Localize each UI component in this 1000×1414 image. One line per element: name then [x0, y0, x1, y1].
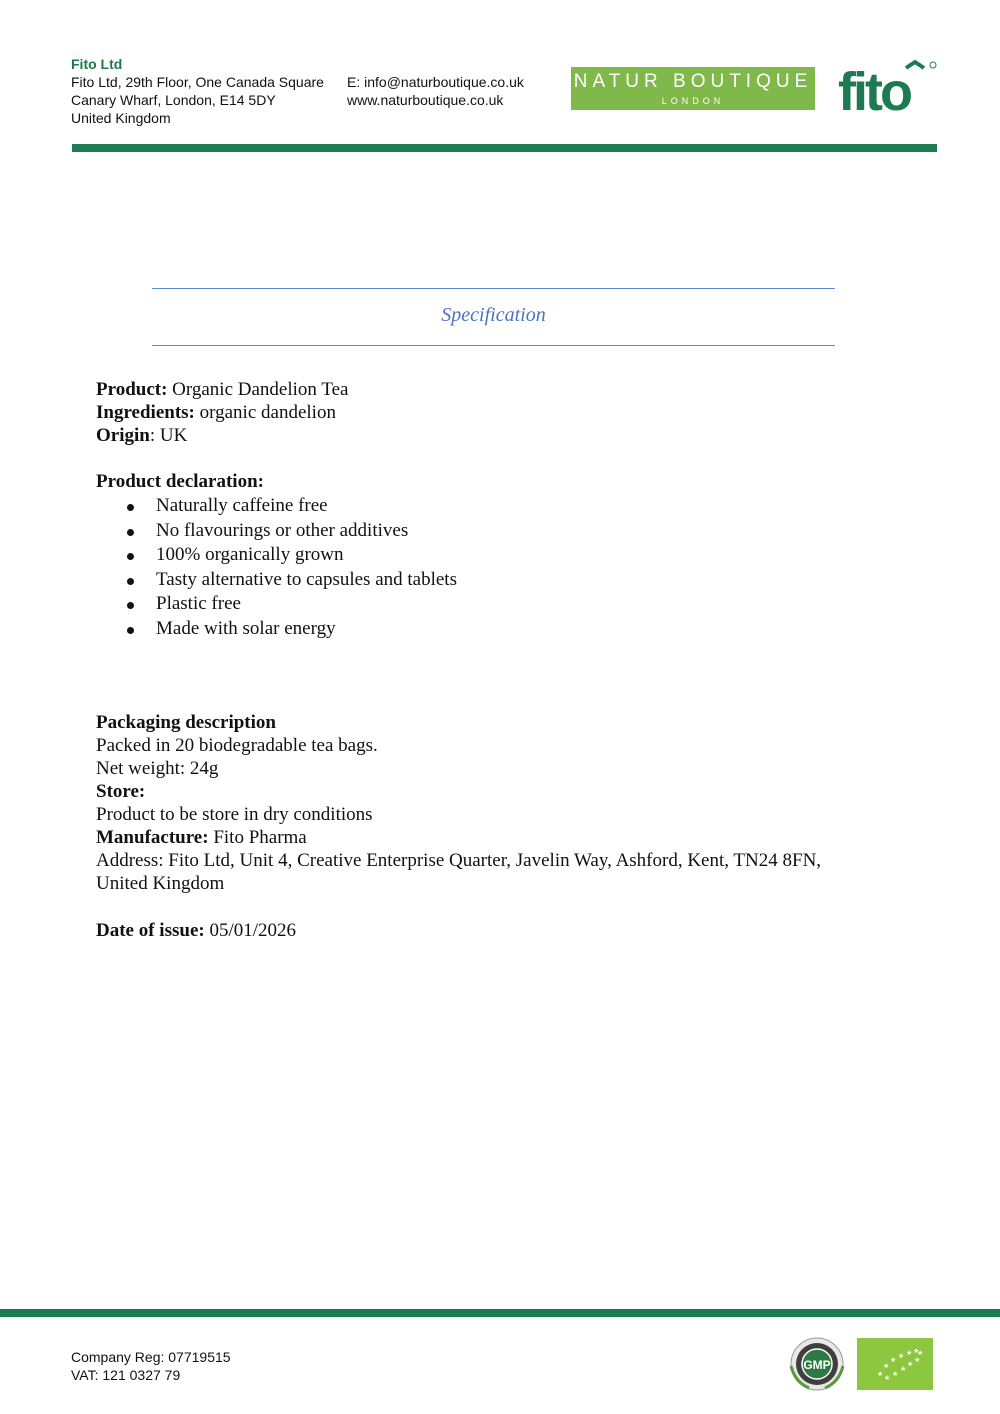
list-item [96, 543, 457, 568]
ingredients-value: organic dandelion [199, 402, 336, 423]
address-line: United Kingdom [71, 110, 171, 126]
list-item-text: Made with solar energy [156, 617, 336, 639]
store-value: Product to be store in dry conditions [96, 804, 373, 825]
svg-text:★: ★ [883, 1362, 890, 1370]
spec-title-top-rule [152, 288, 835, 289]
gmp-badge-icon [785, 1336, 849, 1392]
svg-text:★: ★ [907, 1360, 914, 1368]
spec-title: Specification [441, 304, 546, 326]
natur-boutique-logo [571, 67, 815, 110]
store-label: Store: [96, 781, 146, 802]
bullet-icon [127, 627, 134, 634]
packaging-line: Packed in 20 biodegradable tea bags. [96, 735, 378, 756]
header-divider [72, 144, 937, 152]
manufacturer-address-line: United Kingdom [96, 873, 225, 894]
company-reg: Company Reg: 07719515 [71, 1349, 231, 1365]
product-value: Organic Dandelion Tea [172, 379, 349, 400]
list-item [96, 519, 457, 544]
address-line: Fito Ltd, 29th Floor, One Canada Square [71, 74, 324, 90]
list-item-text: Tasty alternative to capsules and tablets [156, 568, 457, 590]
manufacture-value: Fito Pharma [213, 827, 307, 848]
eu-organic-logo-icon [857, 1338, 933, 1390]
bullet-icon [127, 578, 134, 585]
list-item [96, 592, 457, 617]
product-line [96, 378, 348, 401]
svg-text:★: ★ [898, 1352, 905, 1360]
issue-date-line [96, 919, 296, 942]
packaging-heading: Packaging description [96, 712, 276, 733]
svg-text:★: ★ [890, 1356, 897, 1364]
footer-divider [0, 1309, 1000, 1317]
company-name: Fito Ltd [71, 56, 123, 72]
email-link[interactable]: E: info@naturboutique.co.uk [347, 74, 524, 90]
svg-text:★: ★ [913, 1347, 920, 1355]
address-line: Canary Wharf, London, E14 5DY [71, 92, 276, 108]
manufacture-line [96, 826, 821, 849]
ingredients-line [96, 401, 348, 424]
gmp-badge-text: GMP [803, 1358, 831, 1372]
contact-block [347, 73, 524, 109]
svg-text:★: ★ [884, 1374, 891, 1382]
svg-text:★: ★ [892, 1370, 899, 1378]
ingredients-label: Ingredients: [96, 402, 195, 423]
spec-title-bottom-rule [152, 345, 835, 346]
svg-text:★: ★ [917, 1349, 924, 1357]
footer-registration [71, 1348, 231, 1384]
declaration-heading-text: Product declaration: [96, 471, 264, 492]
list-item-text: No flavourings or other additives [156, 519, 409, 541]
natur-boutique-logo-subtitle: LONDON [661, 96, 725, 106]
net-weight-line: Net weight: 24g [96, 758, 219, 779]
manufacturer-address-line: Address: Fito Ltd, Unit 4, Creative Enterprise Quarter, Javelin Way, Ashford, Kent, TN24 8FN, [96, 850, 822, 871]
svg-text:★: ★ [914, 1356, 921, 1364]
declaration-heading [96, 470, 264, 493]
origin-line [96, 424, 348, 447]
registered-mark-icon [930, 62, 936, 68]
list-item-text: Plastic free [156, 593, 241, 615]
fito-logo [838, 58, 938, 114]
list-item [96, 568, 457, 593]
company-address-block [71, 55, 324, 127]
website-link[interactable]: www.naturboutique.co.uk [347, 92, 504, 108]
product-info [96, 378, 348, 447]
product-label: Product: [96, 379, 168, 400]
issue-date-value: 05/01/2026 [209, 920, 297, 941]
fito-logo-text: fito [838, 62, 910, 114]
list-item [96, 617, 457, 642]
list-item [96, 494, 457, 519]
list-item-text: 100% organically grown [156, 544, 344, 566]
bullet-icon [127, 602, 134, 609]
svg-text:★: ★ [900, 1365, 907, 1373]
packaging-section [96, 711, 821, 895]
origin-value: : UK [149, 425, 188, 446]
issue-date-label: Date of issue: [96, 920, 205, 941]
declaration-list [96, 494, 457, 642]
bullet-icon [127, 504, 134, 511]
origin-label: Origin [96, 425, 150, 446]
svg-text:★: ★ [906, 1349, 913, 1357]
vat-number: VAT: 121 0327 79 [71, 1367, 181, 1383]
natur-boutique-logo-title: NATUR BOUTIQUE [573, 71, 813, 92]
svg-text:★: ★ [877, 1370, 884, 1378]
bullet-icon [127, 529, 134, 536]
bullet-icon [127, 553, 134, 560]
manufacture-label: Manufacture: [96, 827, 209, 848]
list-item-text: Naturally caffeine free [156, 495, 328, 516]
